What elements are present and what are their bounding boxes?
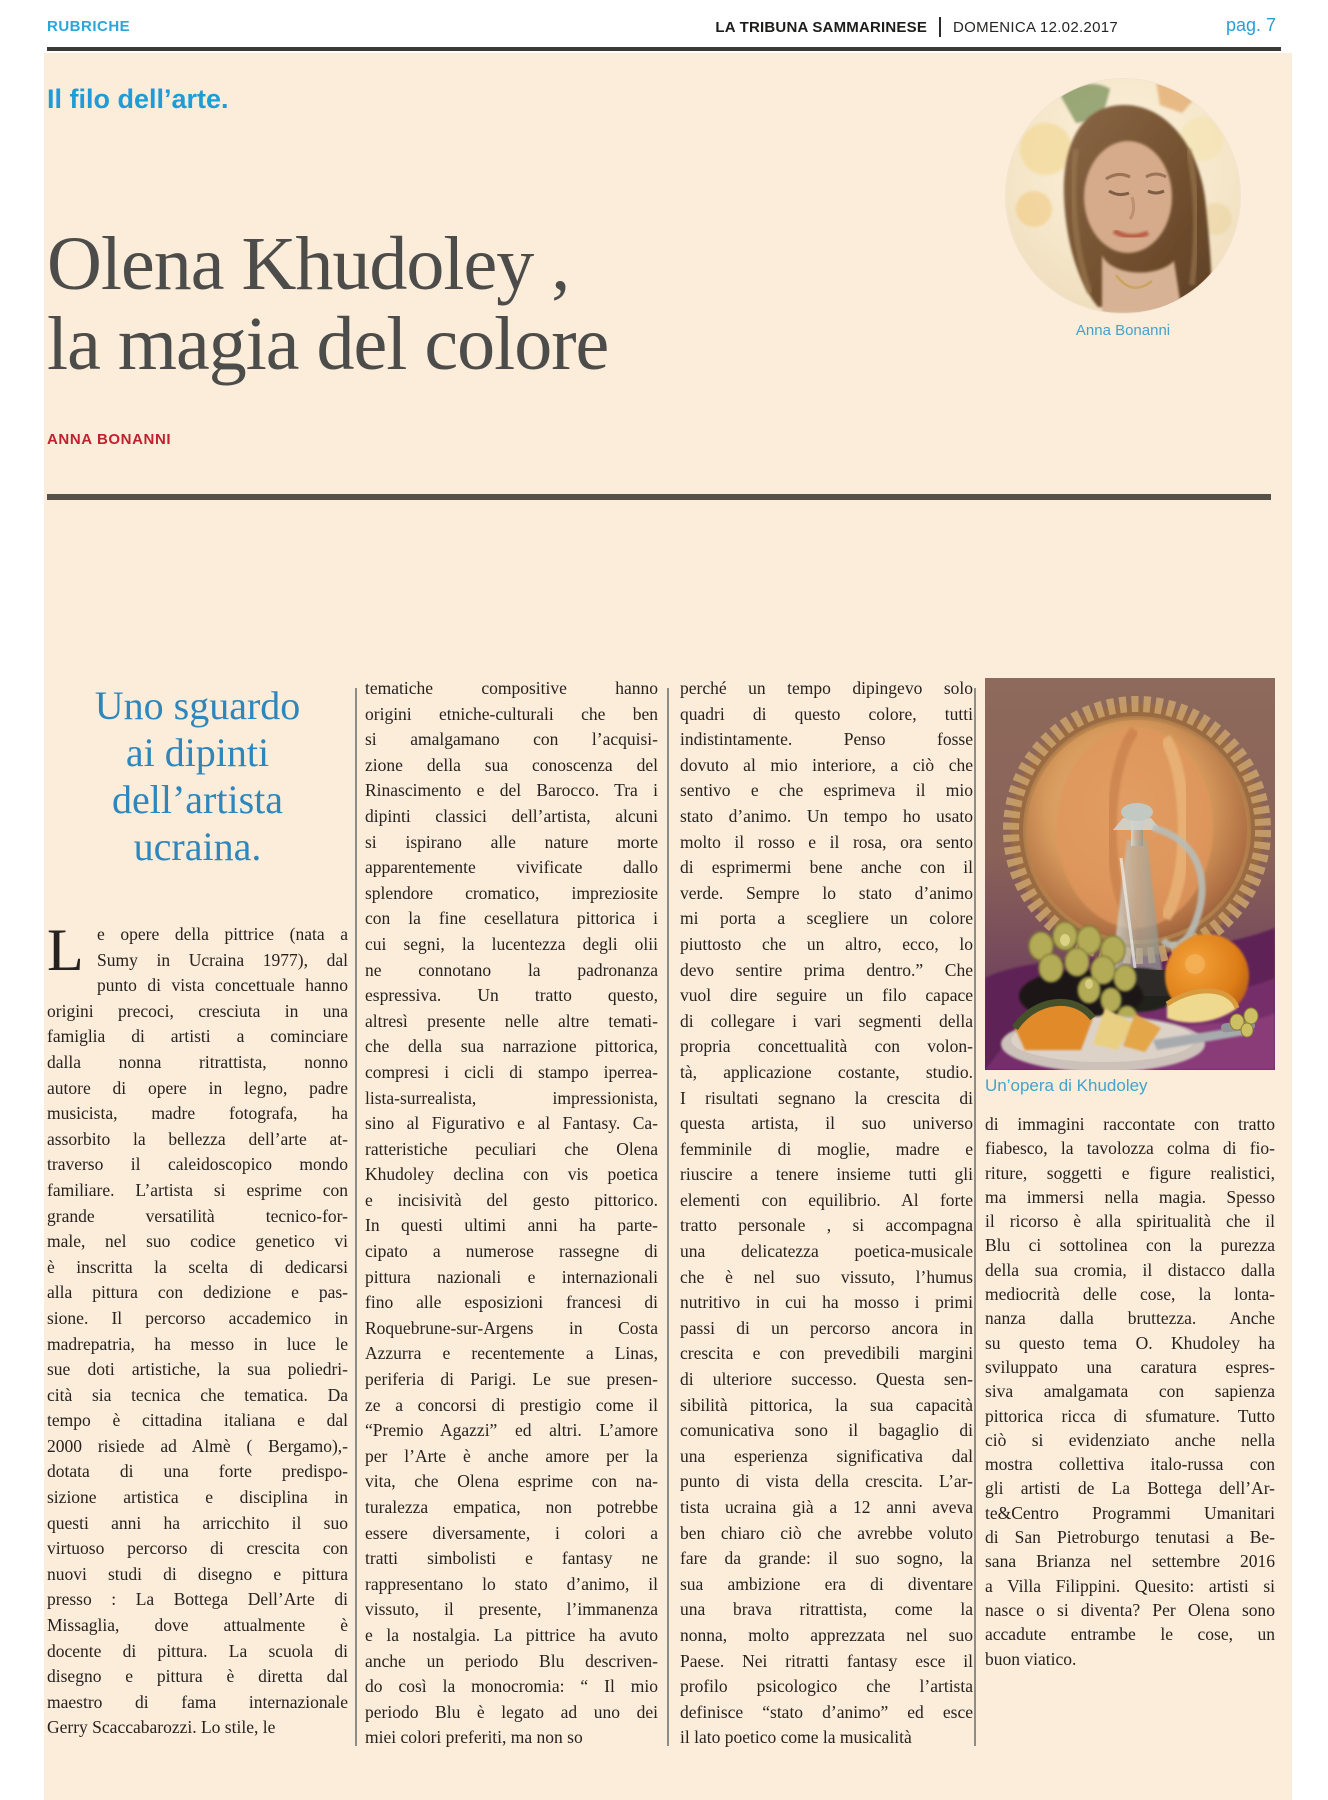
text-line: nasce o si diventa? Per Olena sono — [985, 1599, 1275, 1620]
text-line: stato d’animo. Un tempo ho usato — [680, 805, 973, 826]
text-line: fare da grande: il suo sogno, la — [680, 1548, 973, 1569]
text-line: nanza dalla bruttezza. Anche — [985, 1308, 1275, 1329]
text-line: musicista, madre fotografa, ha — [47, 1103, 348, 1124]
text-line: rappresentano lo stato d’animo, il — [365, 1573, 658, 1594]
article-column-3 — [680, 676, 973, 1751]
text-line: cui segni, la lucentezza degli olii — [365, 933, 658, 954]
text-line: si amalgamano con l’acquisi- — [365, 729, 658, 750]
text-line: riuscire a tenere insieme tutti gli — [680, 1164, 973, 1185]
text-line: che della sua narrazione pittorica, — [365, 1036, 658, 1057]
text-line: Missaglia, dove attualmente è — [47, 1615, 348, 1636]
paper-date: DOMENICA 12.02.2017 — [953, 18, 1118, 36]
text-line: perché un tempo dipingevo solo — [680, 678, 973, 698]
text-line: splendore cromatico, impreziosite — [365, 882, 658, 903]
text-line: Azzurra e recentemente a Linas, — [365, 1343, 658, 1364]
text-line: 2000 risiede ad Almè ( Bergamo),- — [47, 1435, 348, 1456]
text-line: alla pittura con dedizione e pas- — [47, 1282, 348, 1303]
text-line: ze a concorsi di prestigio come il — [365, 1394, 658, 1415]
byline: ANNA BONANNI — [47, 431, 172, 448]
text-line: sino al Figurativo e al Fantasy. Ca- — [365, 1113, 658, 1134]
text-line: vuol dire seguire un filo capace — [680, 985, 973, 1006]
text-line: In questi ultimi anni ha parte- — [365, 1215, 658, 1236]
text-line: una brava ritrattista, come la — [680, 1599, 973, 1620]
page-number: pag. 7 — [1225, 15, 1276, 35]
text-line: sentivo e che esprimeva il mio — [680, 780, 973, 801]
text-line: e incisività del gesto pittorico. — [365, 1189, 658, 1210]
text-line: disegno e pittura è diretta dal — [47, 1666, 348, 1687]
text-line: siva amalgamata con sapienza — [985, 1381, 1275, 1402]
text-line: vissuto, il presente, l’immanenza — [365, 1599, 658, 1620]
text-line: autore di opere in legno, padre — [47, 1077, 348, 1098]
text-line: questa artista, il suo universo — [680, 1113, 973, 1134]
text-line: tà, applicazione costante, studio. — [680, 1061, 973, 1082]
text-line: vita, che Olena esprime con na- — [365, 1471, 658, 1492]
text-line: Khudoley declina con vis poetica — [365, 1164, 658, 1185]
text-line: nuovi studi di disegno e pittura — [47, 1563, 348, 1584]
text-line: origini etniche-culturali che ben — [365, 703, 658, 724]
text-line: che è nel suo vissuto, l’humus — [680, 1266, 973, 1287]
text-line: comunicativa sono il bagaglio di — [680, 1420, 973, 1441]
text-line: di collegare i vari segmenti della — [680, 1010, 973, 1031]
text-line: Roquebrune-sur-Argens in Costa — [365, 1317, 658, 1338]
text-line: verde. Sempre lo stato d’animo — [680, 882, 973, 903]
text-line: sione. Il percorso accademico in — [47, 1307, 348, 1328]
text-line: una delicatezza poetica-musicale — [680, 1241, 973, 1262]
column-divider-1 — [355, 688, 357, 1746]
text-line: dipinti classici dell’artista, alcuni — [365, 805, 658, 826]
text-line: compresi i cicli di stampo iperrea- — [365, 1061, 658, 1082]
painting-illustration — [985, 678, 1275, 1070]
text-line: sana Brianza nel settembre 2016 — [985, 1551, 1275, 1572]
text-line: anche un periodo Blu descriven- — [365, 1650, 658, 1671]
byline-rule — [47, 494, 1271, 500]
text-line: molto il rosso e il rosa, ora sento — [680, 831, 973, 852]
column-divider-2 — [667, 688, 669, 1746]
text-line: cipato a numerose rassegne di — [365, 1241, 658, 1262]
text-line: grande versatilità tecnico-for- — [47, 1205, 348, 1226]
text-line: “Premio Agazzi” ed altri. L’amore — [365, 1420, 658, 1441]
section-label: RUBRICHE — [47, 18, 131, 35]
text-line: mi porta a scegliere un colore — [680, 908, 973, 929]
text-line: maestro di fama internazionale — [47, 1691, 348, 1712]
text-line: ratteristiche peculiari che Olena — [365, 1138, 658, 1159]
text-line: ma immersi nella magia. Spesso — [985, 1186, 1275, 1207]
text-line: punto di vista concettuale hanno — [97, 975, 348, 996]
text-line: dell’artista — [111, 777, 284, 822]
text-line: tratti simbolisti e fantasy ne — [365, 1548, 658, 1569]
author-portrait-photo — [1006, 79, 1240, 313]
text-line: essere diversamente, i colori a — [365, 1522, 658, 1543]
text-line: per l’Arte è anche amore per la — [365, 1445, 658, 1466]
text-line: pittorica ricca di sfumature. Tutto — [985, 1405, 1275, 1426]
text-line: docente di pittura. La scuola di — [47, 1640, 348, 1661]
headline-line-2: la magia del colore — [47, 302, 609, 386]
text-line: miei colori preferiti, ma non so — [365, 1727, 583, 1748]
text-line: traverso il caleidoscopico mondo — [47, 1154, 348, 1175]
text-line: sue doti artistiche, la sua poliedri- — [47, 1359, 348, 1380]
text-line: altresì presente nelle altre temati- — [365, 1010, 658, 1031]
text-line: virtuoso percorso di crescita con — [47, 1538, 348, 1559]
text-line: a Villa Filippini. Quesito: artisti si — [985, 1575, 1275, 1596]
text-line: di San Pietroburgo tenutasi a Be- — [985, 1527, 1275, 1548]
text-line: do così la monocromia: “ Il mio — [365, 1676, 658, 1697]
text-line: fino alle esposizioni francesi di — [365, 1292, 658, 1313]
text-line: dalla nonna ritrattista, nonno — [47, 1051, 348, 1072]
headline-line-1: Olena Khudoley , — [47, 222, 570, 306]
kicker: Il filo dell’arte. — [47, 84, 229, 114]
text-line: di immagini raccontate con tratto — [985, 1114, 1275, 1134]
text-line: famiglia di artisti a cominciare — [47, 1026, 348, 1047]
text-line: su questo tema O. Khudoley ha — [985, 1332, 1275, 1353]
text-line: zione della sua conoscenza del — [365, 754, 658, 775]
text-line: lista-surrealista, impressionista, — [365, 1087, 658, 1108]
text-line: il lato poetico come la musicalità — [680, 1727, 912, 1748]
text-line: una esperienza significativa dal — [680, 1445, 973, 1466]
text-line: punto di vista della crescita. L’ar- — [680, 1471, 973, 1492]
text-line: sizione artistica e disciplina in — [47, 1487, 348, 1508]
text-line: turalezza empatica, non potrebbe — [365, 1497, 658, 1517]
painting-caption: Un’opera di Khudoley — [985, 1076, 1148, 1095]
text-line: di esprimermi bene anche con il — [680, 857, 973, 878]
text-line: periferia di Parigi. Le sue presen- — [365, 1369, 658, 1390]
text-line: tratto personale , si accompagna — [680, 1215, 973, 1236]
text-line: di ulteriore successo. Questa sen- — [680, 1369, 973, 1390]
text-line: Uno sguardo — [94, 683, 301, 728]
still-life-painting — [985, 678, 1275, 1070]
text-line: assorbito la bellezza dell’arte at- — [47, 1128, 348, 1149]
text-line: profilo psicologico che l’artista — [680, 1676, 973, 1697]
text-line: ne connotano la padronanza — [365, 959, 658, 980]
text-line: ciò si evidenziato anche nella — [985, 1429, 1275, 1450]
text-line: ben chiaro ciò che avrebbe voluto — [680, 1522, 973, 1543]
text-line: propria concettualità con volon- — [680, 1036, 973, 1057]
text-line: elementi con equilibrio. Al forte — [680, 1189, 973, 1210]
text-line: crescita e con prevedibili margini — [680, 1343, 973, 1364]
article-headline — [47, 224, 867, 384]
text-line: dovuto al mio interiore, a ciò che — [680, 754, 973, 775]
text-line: nutritivo in cui ha mosso i primi — [680, 1292, 973, 1313]
text-line: Sumy in Ucraina 1977), dal — [97, 949, 348, 970]
article-column-2 — [365, 676, 658, 1751]
paper-name: LA TRIBUNA SAMMARINESE — [715, 18, 928, 36]
text-line: devo sentire prima dentro.” Che — [680, 959, 973, 980]
text-line: riture, soggetti e figure realistici, — [985, 1162, 1275, 1183]
text-line: Blu ci sottolinea con la purezza — [985, 1235, 1275, 1256]
text-line: tempo è cittadina italiana e dal — [47, 1410, 348, 1431]
text-line: apparentemente vivificate dallo — [365, 857, 658, 878]
text-line: buon viatico. — [985, 1648, 1077, 1669]
text-line: Rinascimento e del Barocco. Tra i — [365, 780, 658, 801]
text-line: il ricorso è alla spiritualità che il — [985, 1211, 1275, 1232]
text-line: periodo Blu è legato ad uno dei — [365, 1701, 658, 1722]
column-1-text — [47, 917, 348, 1741]
text-line: con la fine cesellatura pittorica i — [365, 908, 658, 929]
text-line: te&Centro Programmi Umanitari — [985, 1502, 1275, 1523]
text-line: espressiva. Un tratto questo, — [365, 985, 658, 1006]
text-line: accadute entrambe le cose, un — [985, 1624, 1275, 1645]
header-divider — [939, 17, 941, 37]
text-line: mostra collettiva italo-russa con — [985, 1454, 1275, 1475]
drop-cap: L — [47, 917, 84, 983]
standfirst — [47, 682, 348, 870]
text-line: e la nostalgia. La pittrice ha avuto — [365, 1624, 658, 1645]
text-line: ucraina. — [133, 824, 262, 869]
text-line: dotata di una forte predispo- — [47, 1461, 348, 1482]
page-header — [0, 0, 1328, 47]
article-column-1 — [47, 917, 348, 1741]
text-line: indistintamente. Penso fosse — [680, 729, 973, 750]
text-line: Gerry Scaccabarozzi. Lo stile, le — [47, 1717, 276, 1738]
text-line: gli artisti de La Bottega dell’Ar- — [985, 1478, 1275, 1499]
text-line: piuttosto che un altro, ecco, lo — [680, 933, 973, 954]
text-line: ai dipinti — [125, 730, 270, 775]
column-divider-3 — [974, 688, 976, 1746]
text-line: Paese. Nei ritratti fantasy esce il — [680, 1650, 973, 1671]
text-line: della sua cromia, il distacco dalla — [985, 1259, 1275, 1280]
text-line: fiabesco, la tavolozza colma di fio- — [985, 1138, 1275, 1159]
text-line: femminile di moglie, madre e — [680, 1138, 973, 1159]
text-line: passi di un percorso ancora in — [680, 1317, 973, 1338]
article-column-4 — [985, 1112, 1275, 1671]
header-rule — [47, 47, 1281, 51]
text-line: tematiche compositive hanno — [365, 678, 658, 698]
text-line: origini precoci, cresciuta in una — [47, 1000, 348, 1021]
text-line: presso : La Bottega Dell’Arte di — [47, 1589, 348, 1610]
text-line: si ispirano alle nature morte — [365, 831, 658, 852]
text-line: questi anni ha arricchito il suo — [47, 1512, 348, 1533]
text-line: male, nel suo codice genetico vi — [47, 1231, 348, 1252]
text-line: cità sia tecnica che tematica. Da — [47, 1384, 348, 1405]
text-line: nonna, molto apprezzata nel suo — [680, 1624, 973, 1645]
text-line: sua ambizione era di diventare — [680, 1573, 973, 1594]
text-line: I risultati segnano la crescita di — [680, 1087, 973, 1108]
text-line: madrepatria, ha messo in luce le — [47, 1333, 348, 1354]
text-line: familiare. L’artista si esprime con — [47, 1179, 348, 1200]
text-line: definisce “stato d’animo” ed esce — [680, 1701, 973, 1722]
text-line: mediocrità delle cose, la lonta- — [985, 1284, 1275, 1305]
text-line: tista ucraina già a 12 anni aveva — [680, 1497, 973, 1517]
portrait-caption: Anna Bonanni — [1075, 322, 1171, 339]
text-line: sibilità pittorica, la sua capacità — [680, 1394, 973, 1415]
text-line: e opere della pittrice (nata a — [97, 924, 348, 944]
text-line: è inscritta la scelta di dedicarsi — [47, 1256, 348, 1277]
text-line: quadri di questo colore, tutti — [680, 703, 973, 724]
portrait-illustration — [1006, 79, 1240, 313]
text-line: pittura nazionali e internazionali — [365, 1266, 658, 1287]
text-line: sviluppato una caratura espres- — [985, 1356, 1275, 1377]
masthead — [715, 17, 1118, 37]
